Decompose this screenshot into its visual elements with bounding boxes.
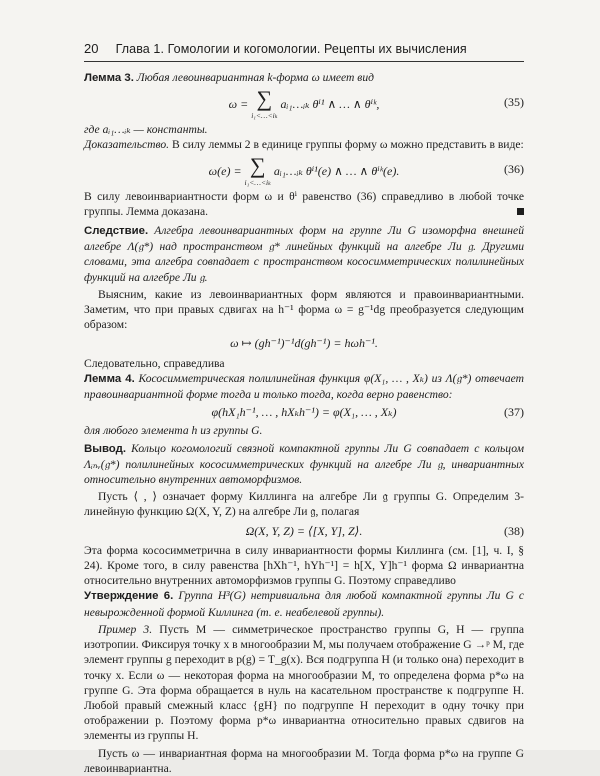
proof-conclusion xyxy=(84,189,524,219)
lemma-3-text: Любая левоинвариантная k-форма ω имеет вид xyxy=(136,71,374,84)
formula-36-sub: i₁<…<iₖ xyxy=(244,177,271,187)
running-header xyxy=(84,41,532,57)
corollary-text: Алгебра левоинвариантных форм на группе Ли G изоморфна внешней алгебре Λ(𝔤*) над пространством 𝔤* линейных функций на алгебре Ли 𝔤. Другими словами, эта алгебра совпадает с пространством кососимметрических полилинейных функций на алгебре Ли 𝔤. xyxy=(84,224,524,284)
eqno-38: (38) xyxy=(504,523,524,538)
page-body xyxy=(84,70,524,776)
eqno-37: (37) xyxy=(504,405,524,420)
corollary-label: Следствие. xyxy=(84,225,149,238)
lemma-3-where: где aᵢ₁…ᵢₖ — константы. xyxy=(84,123,208,137)
formula-35 xyxy=(84,86,524,122)
formula-36-lhs: ω(e) = xyxy=(208,163,242,178)
lemma-4-label: Лемма 4. xyxy=(84,372,135,385)
formula-37-text: φ(hX₁h⁻¹, … , hXₖh⁻¹) = φ(X₁, … , Xₖ) xyxy=(211,405,397,420)
lemma-3-label: Лемма 3. xyxy=(84,72,134,84)
proof-conclusion-text: В силу левоинвариантности форм ω и θⁱ равенство (36) справедливо в любой точке группы. Лемма доказана. xyxy=(84,189,524,218)
example-3 xyxy=(84,622,524,744)
right-invariance-paragraph: Выясним, какие из левоинвариантных форм являются и правоинвариантными. Заметим, что при правых сдвигах на h⁻¹ форма ω = g⁻¹dg преобразуется следующим образом: xyxy=(84,287,524,332)
killing-paragraph: Пусть ⟨ , ⟩ означает форму Киллинга на алгебре Ли 𝔤 группы G. Определим 3-линейную функцию Ω(X, Y, Z) на алгебре Ли 𝔤, полагая xyxy=(84,490,524,519)
killing-after: Эта форма кососимметрична в силу инвариантности формы Киллинга (см. [1], ч. I, § 24). Кроме того, в силу равенства [hXh⁻¹, hYh⁻¹] = h[X, Y]h⁻¹ форма Ω инвариантна относительно внутренних автоморфизмов группы G. Поэтому справедливо xyxy=(84,543,524,588)
chapter-title: Глава 1. Гомологии и когомологии. Рецепты их вычисления xyxy=(115,42,467,56)
formula-38 xyxy=(84,524,524,539)
formula-shift xyxy=(84,336,524,351)
conclusion-text: Кольцо когомологий связной компактной группы Ли G совпадает с кольцом Λᵢₙᵥ(𝔤*) полилинейных кососимметрических функций на алгебре Ли 𝔤, инвариантных относительно внутренних автоморфизмов. xyxy=(84,441,524,487)
therefore-text: Следовательно, справедлива xyxy=(84,356,225,370)
statement-6-label: Утверждение 6. xyxy=(84,590,174,603)
formula-35-rhs: aᵢ₁…ᵢₖ θⁱ¹ ∧ … ∧ θⁱᵏ, xyxy=(280,96,380,111)
proof-text: В силу леммы 2 в единице группы форму ω можно представить в виде: xyxy=(172,138,524,152)
formula-shift-text: ω ↦ (gh⁻¹)⁻¹d(gh⁻¹) = hωh⁻¹. xyxy=(230,336,378,351)
conclusion-label: Вывод. xyxy=(84,442,127,455)
lemma-3 xyxy=(84,70,524,86)
summation-sign: ∑ i₁<…<iₖ xyxy=(251,86,278,121)
conclusion xyxy=(84,441,524,488)
lemma-4-text: Кососимметрическая полилинейная функция φ(X₁, … , Xₖ) из Λ(𝔤*) отвечает правоинвариантной форме тогда и только тогда, когда верно равенство: xyxy=(84,371,524,402)
lemma-4 xyxy=(84,371,524,402)
eqno-36: (36) xyxy=(504,161,524,176)
statement-6 xyxy=(84,588,524,619)
summation-sign: ∑ i₁<…<iₖ xyxy=(244,152,271,187)
proof-label: Доказательство. xyxy=(84,138,170,152)
final-paragraph: Пусть ω — инвариантная форма на многообразии M. Тогда форма p*ω на группе G левоинвариантна. xyxy=(84,746,524,775)
proof xyxy=(84,137,524,152)
formula-38-text: Ω(X, Y, Z) = ⟨[X, Y], Z⟩. xyxy=(245,523,363,538)
page-number: 20 xyxy=(84,41,99,56)
eqno-35: (35) xyxy=(504,95,524,110)
formula-37 xyxy=(84,405,524,420)
formula-35-lhs: ω = xyxy=(228,96,249,111)
statement-6-text: Группа H³(G) нетривиальна для любой компактной группы Ли G с невырожденной формой Киллинга (т. е. неабелевой группы). xyxy=(84,589,525,619)
lemma-4-after: для любого элемента h из группы G. xyxy=(84,424,263,438)
header-rule xyxy=(84,61,524,62)
corollary xyxy=(84,223,524,285)
formula-36 xyxy=(84,153,524,189)
formula-36-rhs: aᵢ₁…ᵢₖ θⁱ¹(e) ∧ … ∧ θⁱᵏ(e). xyxy=(273,163,400,178)
example-3-label: Пример 3. xyxy=(98,622,153,636)
qed-square xyxy=(517,208,524,215)
formula-35-sub: i₁<…<iₖ xyxy=(251,111,278,121)
example-3-text: Пусть M — симметрическое пространство группы G, H — группа изотропии. Фиксируя точку x в многообразии M, мы получаем отображение G →ᵖ M, где элемент группы g переходит в p(g) = T_g(x). Вся подгруппа H (и только она) переходит в точку x. Если ω — некоторая форма на многообразии M, то определена форма p*ω на группе G. Эта форма обращается в нуль на касательном пространстве к подгруппе H. Любой правый смежный класс {gH} по подгруппе H переходит в одну точку при отображении p. Поэтому форма p*ω инвариантна относительно правых сдвигов на элементы из группы H. xyxy=(84,622,524,743)
